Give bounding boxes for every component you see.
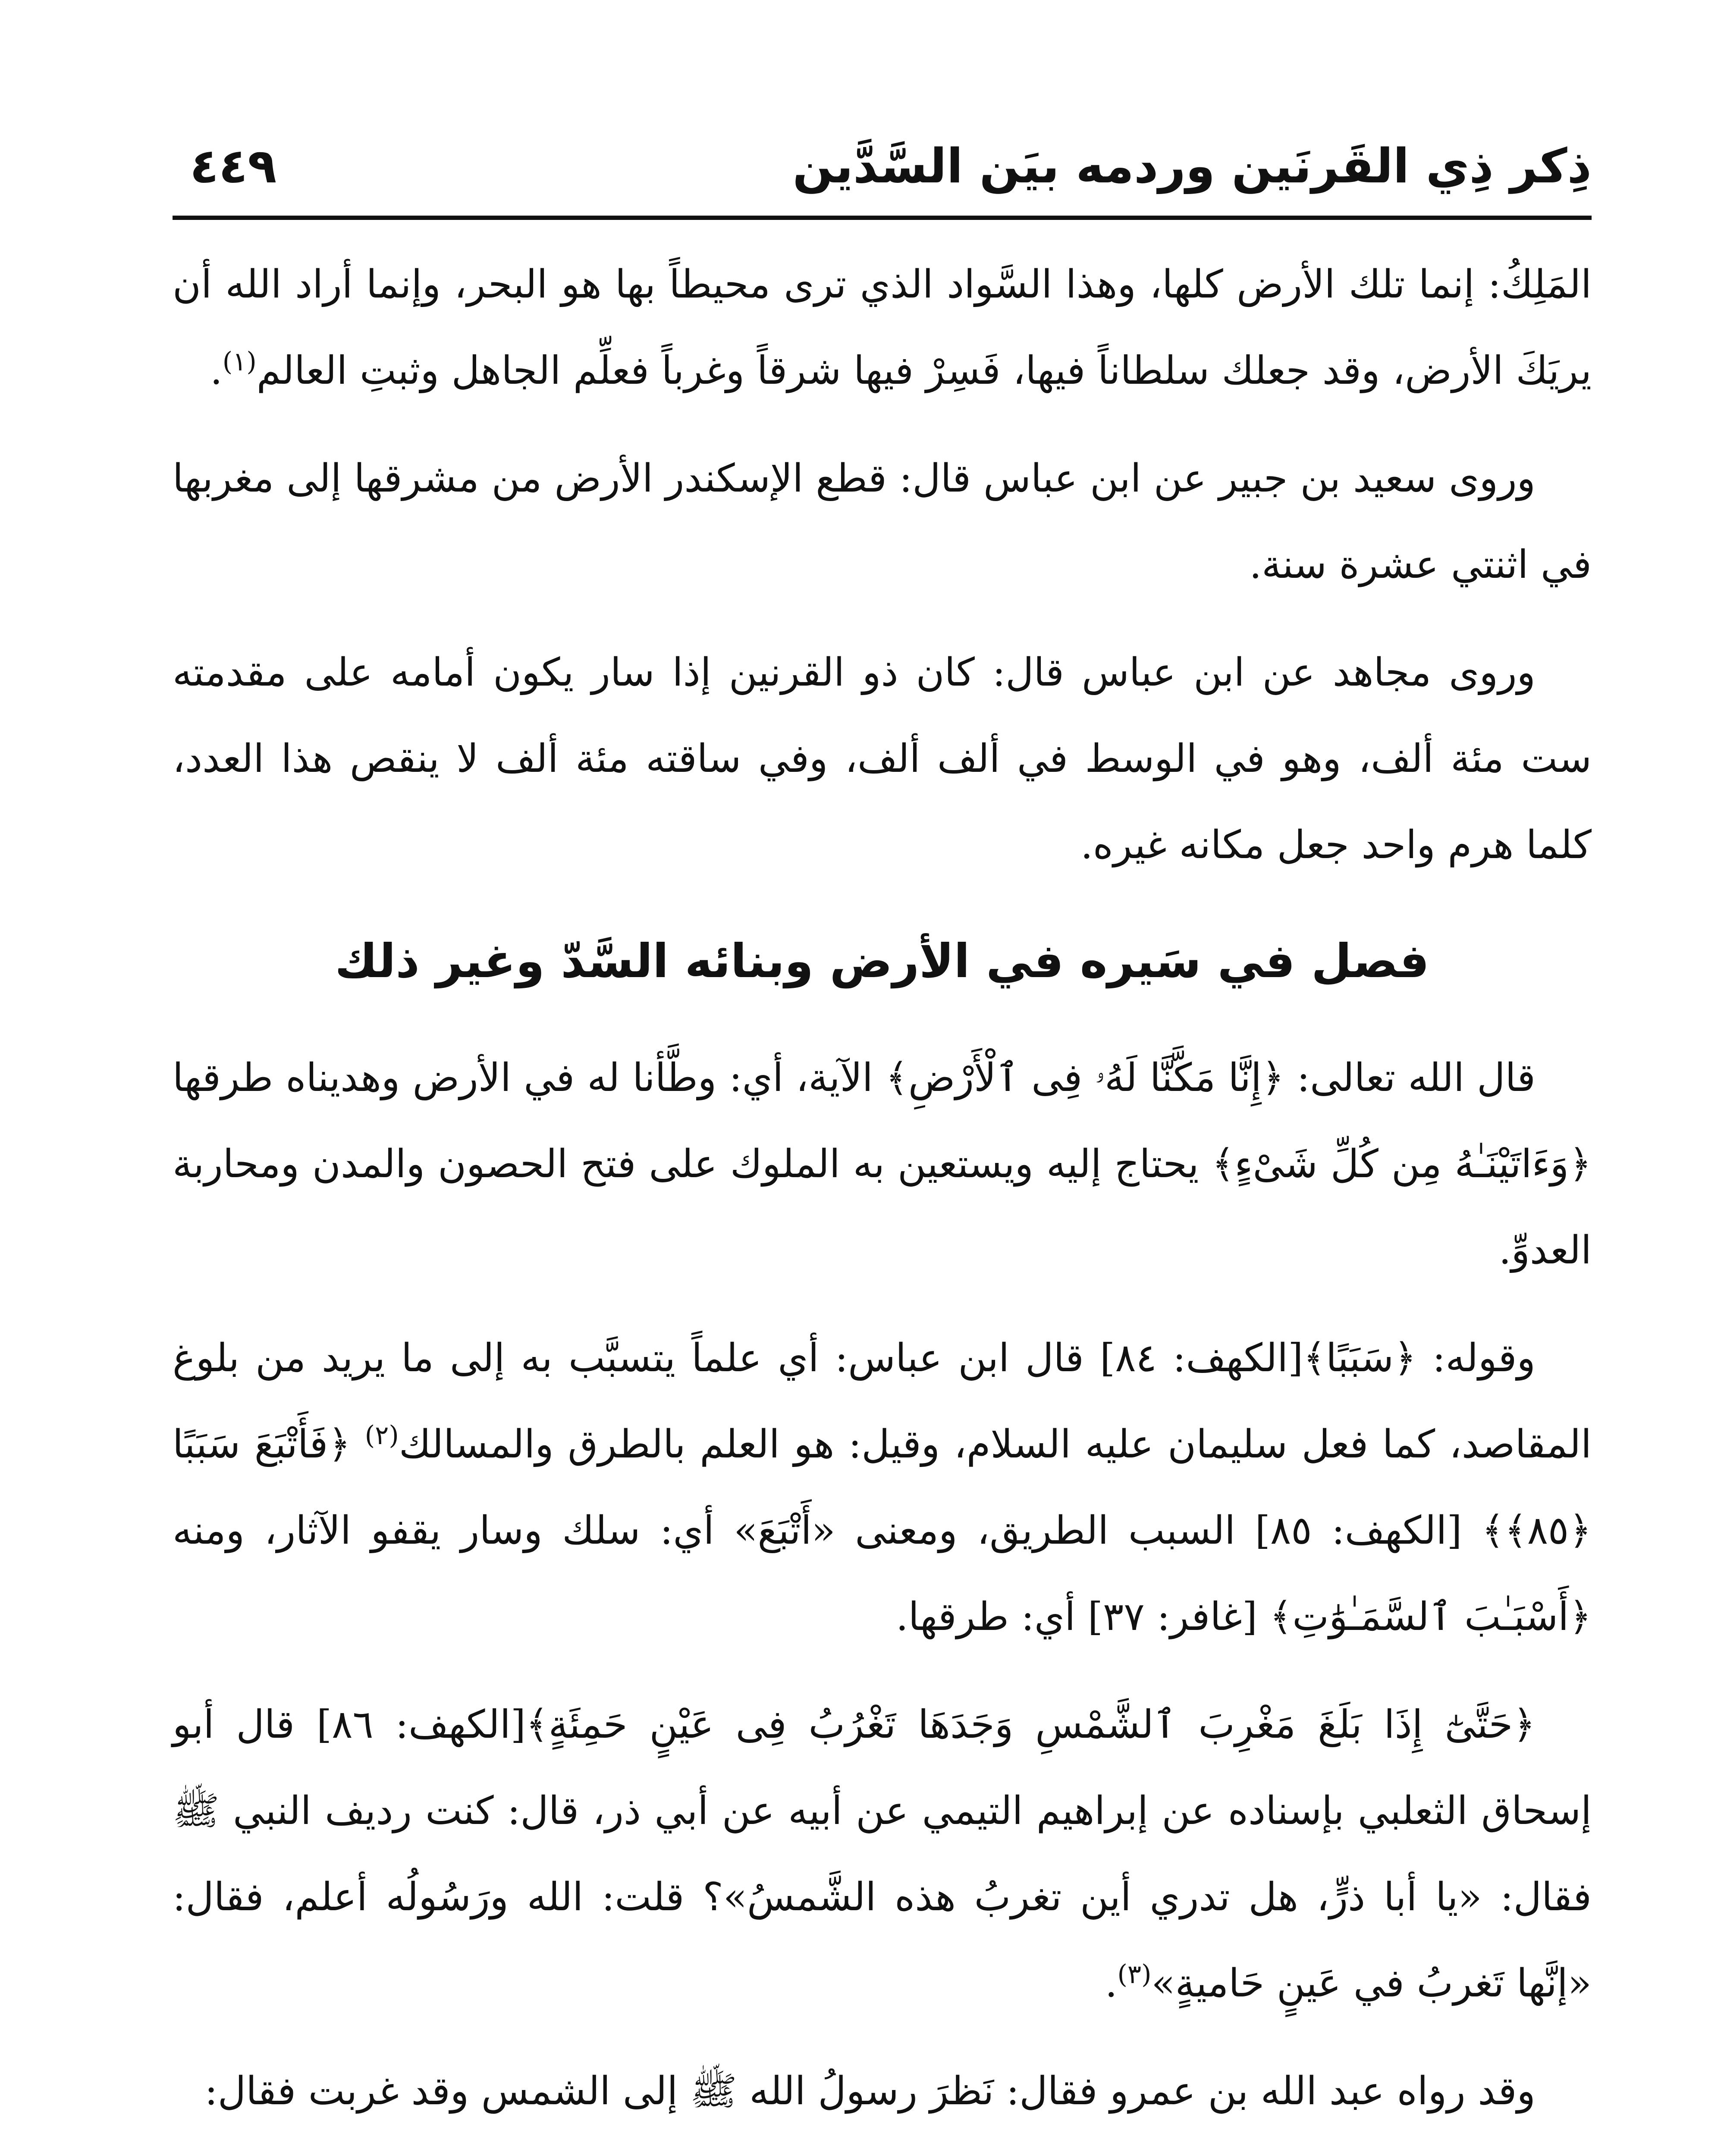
page-header bbox=[173, 125, 1592, 207]
paragraph bbox=[173, 1315, 1592, 1660]
paragraph: ﴿حَتَّىٰٓ إِذَا بَلَغَ مَغْرِبَ ٱلشَّمْسِ وَجَدَهَا تَغْرُبُ فِى عَيْنٍ حَمِئَةٍ﴾[الكهف: ٨٦] قال أبو إسحاق الثعلبي بإسناده عن إبراهيم التيمي عن أبيه عن أبي ذر، قال: كنت رديف النبي ﷺ فقال: «يا أبا ذرٍّ، هل تدري أين تغربُ هذه الشَّمسُ»؟ قلت: الله ورَسُولُه أعلم، فقال: «إنَّها تَغربُ في عَينٍ حَاميةٍ»$^{(٣)}$. bbox=[173, 1702, 1592, 2006]
paragraph: المَلِكُ: إنما تلك الأرض كلها، وهذا السَّواد الذي ترى محيطاً بها هو البحر، وإنما أراد الله أن يريَكَ الأرض، وقد جعلك سلطاناً فيها، فَسِرْ فيها شرقاً وغرباً فعلِّم الجاهل وثبتِ العالم$^{(١)}$. bbox=[173, 262, 1592, 393]
header-divider bbox=[173, 216, 1592, 220]
footnote-ref: (١) bbox=[222, 347, 257, 377]
section-heading: فصل في سَيره في الأرض وبنائه السَّدّ وغير ذلك bbox=[335, 934, 1429, 988]
footnote-ref: (٢) bbox=[364, 1420, 399, 1451]
paragraph: وقد رواه عبد الله بن عمرو فقال: نَظرَ رسولُ الله ﷺ إلى الشمس وقد غربت فقال: bbox=[204, 2068, 1536, 2114]
paragraph-text: ﴿حَتَّىٰٓ إِذَا بَلَغَ مَغْرِبَ ٱلشَّمْسِ وَجَدَهَا تَغْرُبُ فِى عَيْنٍ حَمِئَةٍ﴾[الكهف: ٨٦] قال أبو إسحاق الثعلبي بإسناده عن إبراهيم التيمي عن أبيه عن أبي ذر، قال: كنت رديف النبي ﷺ فقال: «يا أبا ذرٍّ، هل تدري أين تغربُ هذه الشَّمسُ»؟ قلت: الله ورَسُولُه أعلم، فقال: «إنَّها تَغربُ في عَينٍ حَاميةٍ» bbox=[173, 1702, 1592, 2006]
footnote-ref: (٣) bbox=[1117, 1959, 1152, 1990]
paragraph-text: ﴿فَأَتْبَعَ سَبَبًا ﴿٨٥﴾﴾ [الكهف: ٨٥] السبب الطريق، ومعنى «أَتْبَعَ» أي: سلك وسار يقفو الآثار، ومنه ﴿أَسْبَـٰبَ ٱلسَّمَـٰوَٰتِ﴾ [غافر: ٣٧] أي: طرقها. bbox=[173, 1422, 1592, 1639]
main-text bbox=[173, 241, 1592, 2156]
paragraph: قال الله تعالى: ﴿إِنَّا مَكَّنَّا لَهُۥ فِى ٱلْأَرْضِ﴾ الآية، أي: وطَّأنا له في الأرض وهديناه طرقها ﴿وَءَاتَيْنَـٰهُ مِن كُلِّ شَىْءٍ﴾ يحتاج إليه ويستعين به الملوك على فتح الحصون والمدن ومحاربة العدوِّ. bbox=[173, 1055, 1592, 1273]
page-number: ٤٤٩ bbox=[190, 138, 277, 194]
paragraph-text: وقوله: ﴿سَبَبًا﴾[الكهف: ٨٤] قال ابن عباس: أي علماً يتسبَّب به إلى ما يريد من بلوغ المقاصد، كما فعل سليمان عليه السلام، وقيل: هو العلم بالطرق والمسالك bbox=[173, 1335, 1592, 1467]
running-title: ذِكر ذِي القَرنَين وردمه بيَن السَّدَّين bbox=[792, 138, 1592, 194]
paragraph: وروى سعيد بن جبير عن ابن عباس قال: قطع الإسكندر الأرض من مشرقها إلى مغربها في اثنتي عشرة سنة. bbox=[173, 456, 1592, 587]
paragraph: وروى مجاهد عن ابن عباس قال: كان ذو القرنين إذا سار يكون أمامه على مقدمته ست مئة ألف، وهو في الوسط في ألف ألف، وفي ساقته مئة ألف لا ينقص هذا العدد، كلما هرم واحد جعل مكانه غيره. bbox=[173, 650, 1592, 868]
paragraph-text: المَلِكُ: إنما تلك الأرض كلها، وهذا السَّواد الذي ترى محيطاً بها هو البحر، وإنما أراد الله أن يريَكَ الأرض، وقد جعلك سلطاناً فيها، فَسِرْ فيها شرقاً وغرباً فعلِّم الجاهل وثبتِ العالم bbox=[173, 262, 1592, 393]
